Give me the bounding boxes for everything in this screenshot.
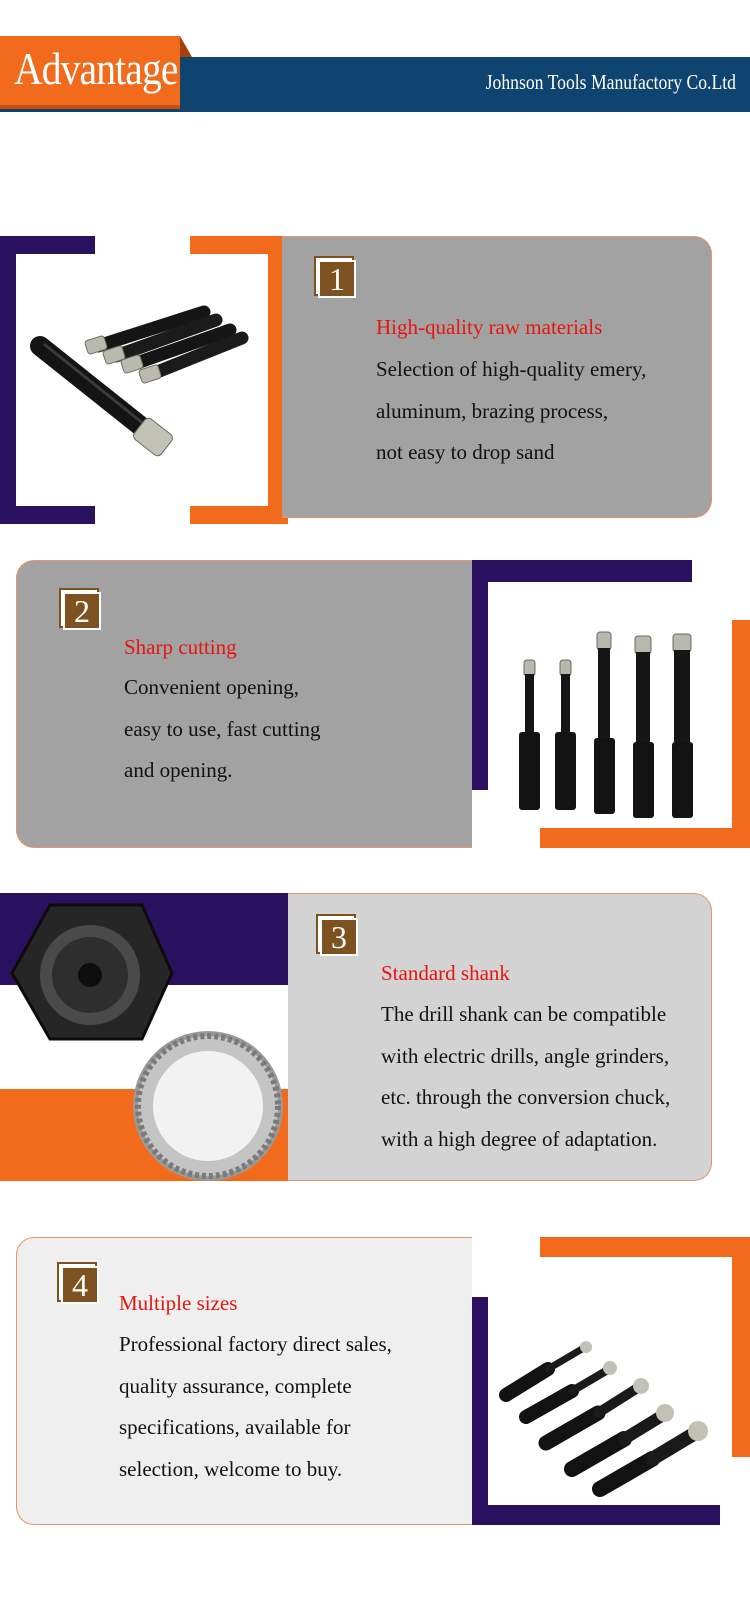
feature-heading: Sharp cutting xyxy=(124,635,237,659)
feature-description xyxy=(124,667,321,792)
company-name: Johnson Tools Manufactory Co.Ltd xyxy=(485,70,736,94)
frame-orange xyxy=(540,828,750,848)
feature-row-3 xyxy=(0,893,750,1181)
feature-heading: Multiple sizes xyxy=(119,1291,238,1315)
description-line: Convenient opening, xyxy=(124,675,299,699)
feature-card-4 xyxy=(16,1237,472,1525)
frame-purple-side xyxy=(472,560,488,790)
feature-row-2 xyxy=(0,560,750,848)
description-line: Professional factory direct sales, xyxy=(119,1332,392,1356)
drill-bits-diagonal-image xyxy=(488,1257,732,1505)
feature-heading: Standard shank xyxy=(381,961,510,985)
feature-number: 1 xyxy=(318,260,356,298)
frame-purple xyxy=(472,1505,720,1525)
description-line: quality assurance, complete xyxy=(119,1373,352,1398)
shank-and-tip-closeup-image xyxy=(0,893,288,1181)
description-line: easy to use, fast cutting xyxy=(124,716,321,741)
feature-row-1 xyxy=(0,236,750,524)
description-line: with electric drills, angle grinders, xyxy=(381,1043,670,1068)
header-tab-fold xyxy=(180,36,192,57)
feature-number: 4 xyxy=(61,1266,99,1304)
drill-bits-bundle-image xyxy=(16,254,268,506)
description-line: selection, welcome to buy. xyxy=(119,1456,343,1481)
feature-row-4 xyxy=(0,1237,750,1525)
description-line: aluminum, brazing process, xyxy=(376,398,609,423)
frame-orange-side xyxy=(732,1237,750,1457)
feature-description xyxy=(381,994,670,1160)
feature-number-badge xyxy=(59,588,99,628)
page-title: Advantage xyxy=(14,43,178,94)
frame-purple-side xyxy=(472,1297,488,1525)
frame-orange-side xyxy=(732,620,750,848)
feature-number: 3 xyxy=(320,918,358,956)
product-photo-3 xyxy=(0,893,288,1181)
header-banner xyxy=(0,0,750,120)
feature-card-2 xyxy=(16,560,472,848)
description-line: The drill shank can be compatible xyxy=(381,1002,667,1026)
header-tab-shadow xyxy=(0,105,180,109)
drill-bits-row-image xyxy=(488,582,732,828)
description-line: etc. through the conversion chuck, xyxy=(381,1085,671,1109)
feature-card-3 xyxy=(288,893,712,1181)
feature-number: 2 xyxy=(63,592,101,630)
frame-orange xyxy=(540,1237,750,1257)
feature-number-badge xyxy=(316,914,356,954)
feature-number-badge xyxy=(57,1262,97,1302)
feature-card-1 xyxy=(282,236,712,518)
product-photo-2 xyxy=(488,582,732,828)
feature-number-badge xyxy=(314,256,354,296)
feature-heading: High-quality raw materials xyxy=(376,315,603,339)
description-line: with a high degree of adaptation. xyxy=(381,1126,658,1151)
product-photo-1 xyxy=(16,254,268,506)
feature-description xyxy=(376,349,646,474)
frame-purple xyxy=(472,560,692,582)
description-line: Selection of high-quality emery, xyxy=(376,357,647,381)
description-line: and opening. xyxy=(124,758,233,782)
description-line: not easy to drop sand xyxy=(376,440,555,464)
description-line: specifications, available for xyxy=(119,1415,351,1439)
feature-description xyxy=(119,1324,392,1490)
product-photo-4 xyxy=(488,1257,732,1505)
